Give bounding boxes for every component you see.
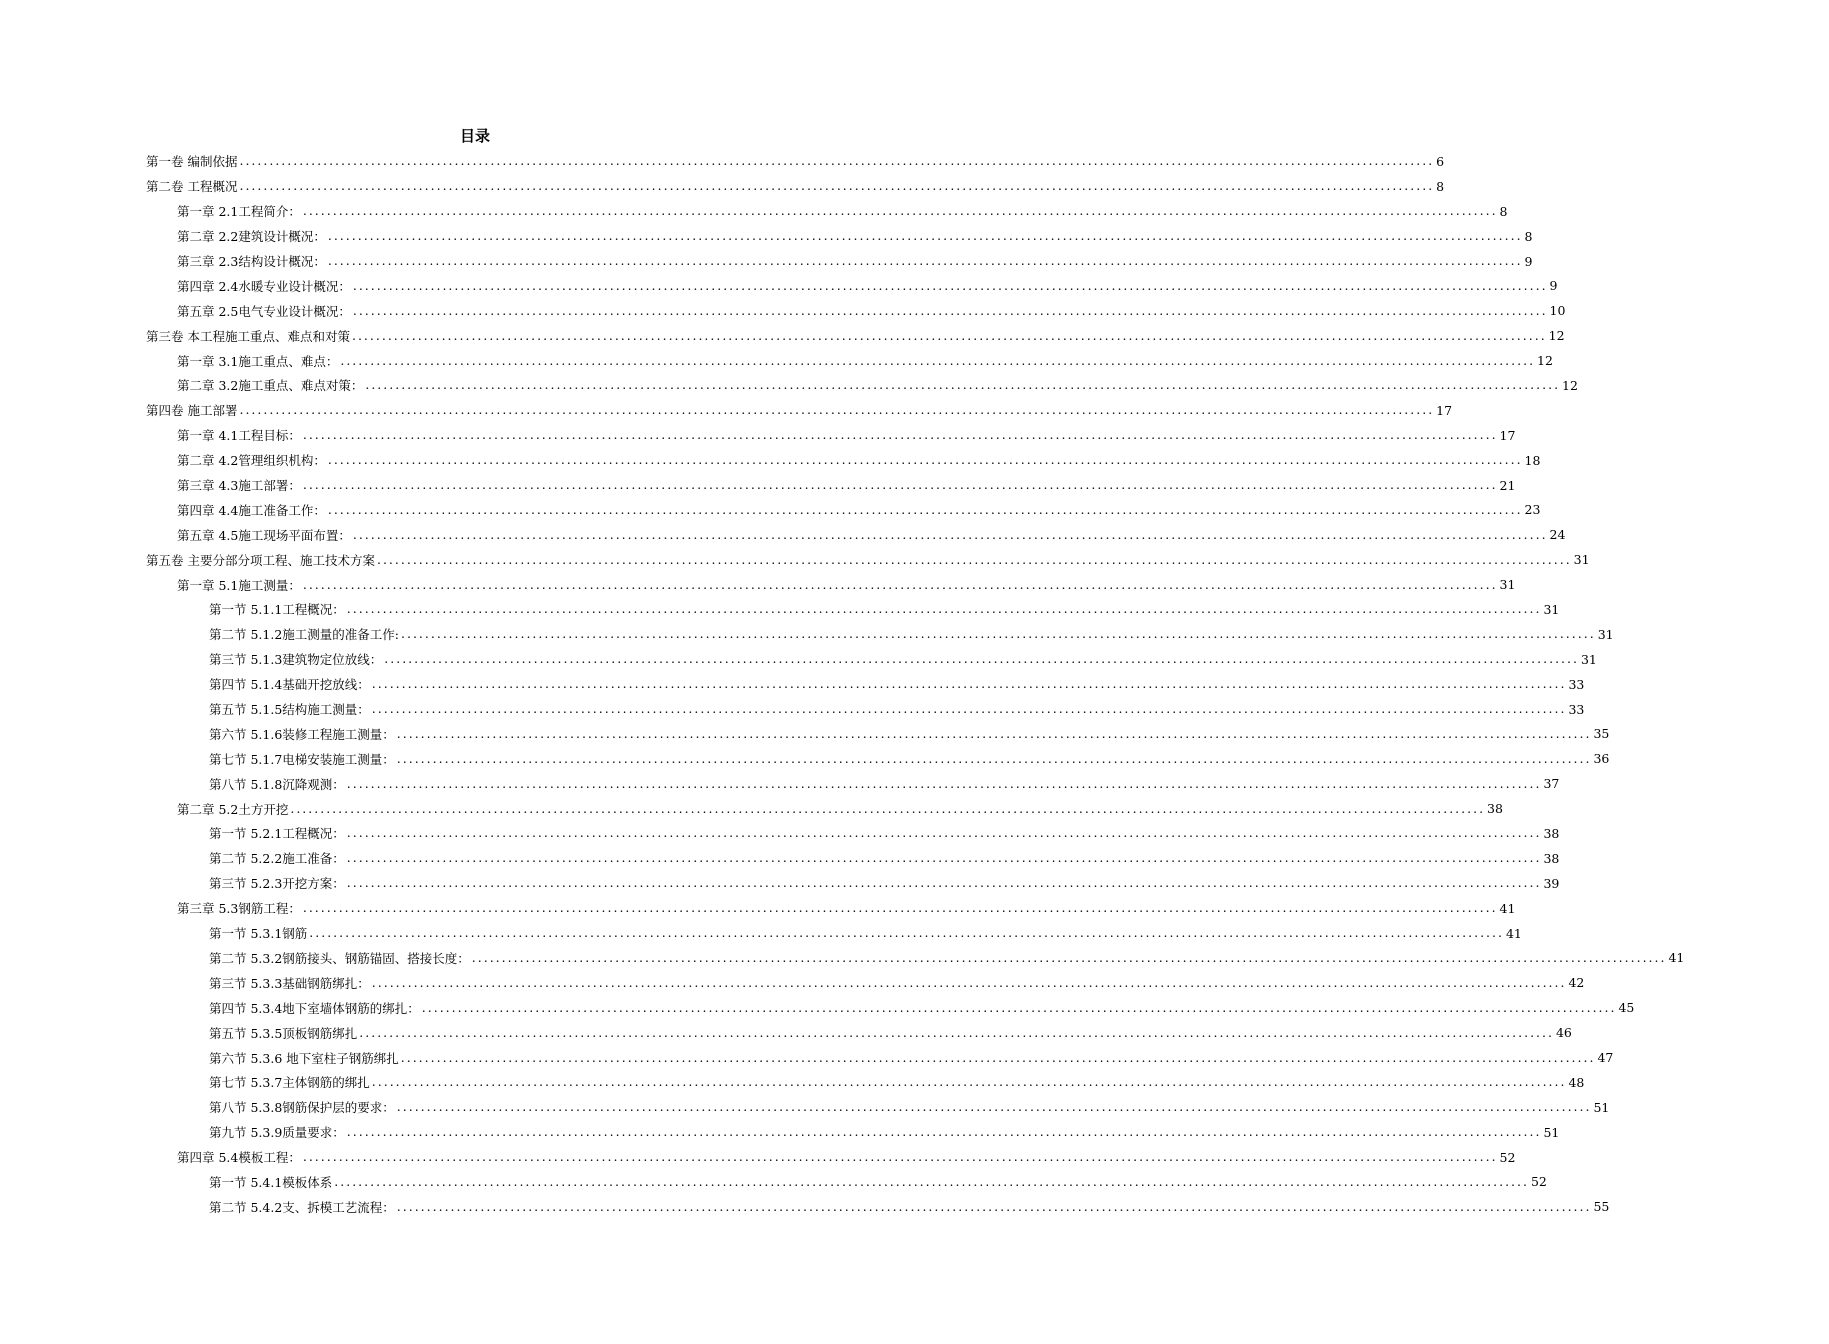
toc-dot-leader: ........................................................................................................................................................................................................ [396, 750, 1592, 766]
toc-entry-label: 第三章 5.3钢筋工程： [177, 901, 301, 917]
toc-entry[interactable] [0, 323, 1565, 348]
toc-entry[interactable] [0, 572, 1516, 597]
toc-list [0, 149, 1685, 1219]
toc-entry-label: 第一章 4.1工程目标： [177, 428, 301, 444]
toc-entry-page-number: 47 [1597, 1050, 1614, 1065]
toc-entry-label: 第二节 5.1.2施工测量的准备工作: [209, 627, 399, 643]
toc-entry[interactable] [0, 497, 1541, 522]
toc-entry-label: 第一节 5.2.1工程概况： [209, 826, 345, 842]
toc-entry-label: 第二节 5.4.2支、拆模工艺流程： [209, 1199, 395, 1215]
toc-entry-label: 第一卷 编制依据 [146, 154, 238, 170]
toc-entry-page-number: 39 [1543, 875, 1560, 891]
toc-dot-leader: ........................................................................................................................................................................................................ [401, 626, 1596, 642]
toc-entry-page-number: 31 [1597, 626, 1614, 642]
toc-entry-page-number: 41 [1505, 925, 1522, 941]
toc-entry-page-number: 37 [1543, 776, 1560, 792]
toc-entry-page-number: 42 [1568, 975, 1585, 991]
toc-entry[interactable] [0, 1020, 1572, 1045]
toc-entry-page-number: 12 [1562, 377, 1578, 393]
toc-entry-page-number: 46 [1555, 1025, 1572, 1041]
toc-entry-page-number: 38 [1543, 825, 1560, 841]
toc-entry-label: 第八节 5.1.8沉降观测： [209, 776, 345, 792]
toc-entry[interactable] [0, 896, 1516, 921]
toc-entry[interactable] [0, 647, 1597, 672]
toc-dot-leader: ........................................................................................................................................................................................................ [384, 651, 1579, 667]
toc-entry-label: 第三章 4.3施工部署： [177, 478, 301, 494]
toc-dot-leader: ........................................................................................................................................................................................................ [371, 1074, 1567, 1090]
toc-entry[interactable] [0, 1120, 1560, 1145]
toc-entry-label: 第二节 5.3.2钢筋接头、钢筋锚固、搭接长度： [209, 950, 470, 966]
toc-entry-page-number: 9 [1549, 278, 1558, 294]
toc-entry-label: 第六节 5.1.6装修工程施工测量： [209, 726, 395, 742]
toc-entry-page-number: 31 [1543, 601, 1560, 617]
toc-entry-page-number: 38 [1543, 850, 1560, 866]
toc-entry-page-number: 52 [1499, 1149, 1516, 1165]
toc-entry-page-number: 52 [1530, 1174, 1547, 1190]
toc-entry[interactable] [0, 398, 1453, 423]
toc-entry-label: 第五节 5.3.5顶板钢筋绑扎 [209, 1025, 358, 1041]
toc-entry-label: 第二卷 工程概况 [146, 179, 238, 195]
toc-entry-label: 第二章 2.2建筑设计概况： [177, 229, 326, 245]
toc-entry-page-number: 8 [1499, 203, 1508, 219]
toc-entry-page-number: 45 [1618, 1000, 1635, 1016]
toc-entry[interactable] [0, 1194, 1610, 1219]
toc-entry[interactable] [0, 1045, 1614, 1070]
toc-entry[interactable] [0, 721, 1610, 746]
toc-entry-page-number: 38 [1487, 801, 1503, 817]
toc-entry[interactable] [0, 796, 1503, 821]
toc-entry-page-number: 10 [1549, 303, 1566, 319]
toc-dot-leader: ........................................................................................................................................................................................................ [327, 452, 1523, 468]
toc-entry[interactable] [0, 697, 1585, 722]
toc-entry-label: 第九节 5.3.9质量要求： [209, 1125, 345, 1141]
toc-dot-leader: ........................................................................................................................................................................................................ [371, 701, 1567, 717]
toc-entry[interactable] [0, 249, 1533, 274]
toc-entry[interactable] [0, 846, 1560, 871]
toc-entry-page-number: 17 [1436, 402, 1453, 418]
toc-entry-page-number: 31 [1499, 577, 1516, 593]
toc-title: 目录 [459, 127, 490, 145]
toc-entry[interactable] [0, 1070, 1585, 1095]
toc-dot-leader: ........................................................................................................................................................................................................ [346, 850, 1542, 866]
toc-dot-leader: ........................................................................................................................................................................................................ [371, 974, 1567, 990]
toc-entry[interactable] [0, 672, 1585, 697]
toc-entry[interactable] [0, 522, 1566, 547]
toc-dot-leader: ........................................................................................................................................................................................................ [351, 327, 1547, 343]
toc-entry-label: 第三节 5.1.3建筑物定位放线： [209, 652, 383, 668]
toc-entry[interactable] [0, 946, 1685, 971]
toc-entry-label: 第一节 5.4.1模板体系 [209, 1174, 333, 1190]
toc-dot-leader: ........................................................................................................................................................................................................ [376, 551, 1572, 567]
toc-entry-page-number: 9 [1524, 253, 1533, 269]
toc-entry-page-number: 23 [1524, 502, 1541, 518]
toc-dot-leader: ........................................................................................................................................................................................................ [365, 377, 1561, 393]
toc-entry-page-number: 18 [1524, 452, 1541, 468]
toc-entry-label: 第一章 3.1施工重点、难点： [177, 353, 339, 369]
toc-dot-leader: ........................................................................................................................................................................................................ [334, 1173, 1529, 1189]
toc-dot-leader: ........................................................................................................................................................................................................ [327, 228, 1523, 244]
toc-entry-page-number: 35 [1593, 726, 1610, 742]
toc-dot-leader: ........................................................................................................................................................................................................ [346, 875, 1542, 891]
toc-entry-label: 第三节 5.2.3开挖方案： [209, 876, 345, 892]
toc-entry-label: 第四章 2.4水暖专业设计概况： [177, 278, 351, 294]
toc-dot-leader: ........................................................................................................................................................................................................ [302, 477, 1498, 493]
toc-dot-leader: ........................................................................................................................................................................................................ [346, 775, 1542, 791]
toc-entry-page-number: 12 [1548, 328, 1565, 344]
toc-entry-label: 第二节 5.2.2施工准备： [209, 851, 345, 867]
toc-entry[interactable] [0, 199, 1508, 224]
toc-entry[interactable] [0, 1170, 1547, 1195]
toc-dot-leader: ........................................................................................................................................................................................................ [471, 949, 1667, 965]
toc-entry-page-number: 33 [1568, 676, 1585, 692]
toc-dot-leader: ........................................................................................................................................................................................................ [340, 352, 1536, 368]
toc-dot-leader: ........................................................................................................................................................................................................ [290, 800, 1486, 816]
toc-entry-label: 第五章 2.5电气专业设计概况： [177, 303, 351, 319]
toc-entry-page-number: 31 [1580, 651, 1597, 667]
toc-entry[interactable] [0, 970, 1585, 995]
toc-dot-leader: ........................................................................................................................................................................................................ [371, 676, 1567, 692]
toc-entry[interactable] [0, 622, 1614, 647]
toc-entry[interactable] [0, 224, 1533, 249]
toc-dot-leader: ........................................................................................................................................................................................................ [327, 501, 1523, 517]
toc-entry-page-number: 17 [1499, 427, 1516, 443]
toc-dot-leader: ........................................................................................................................................................................................................ [327, 253, 1523, 268]
toc-entry-label: 第一节 5.3.1钢筋 [209, 926, 308, 942]
toc-dot-leader: ........................................................................................................................................................................................................ [396, 1099, 1592, 1115]
toc-entry[interactable] [0, 423, 1516, 448]
toc-entry-label: 第一章 2.1工程简介： [177, 204, 301, 220]
toc-entry[interactable] [0, 1145, 1516, 1170]
toc-entry-label: 第三卷 本工程施工重点、难点和对策 [146, 328, 350, 344]
toc-entry-page-number: 51 [1543, 1124, 1560, 1140]
toc-entry[interactable] [0, 348, 1553, 373]
toc-dot-leader: ........................................................................................................................................................................................................ [309, 925, 1504, 941]
toc-entry-page-number: 6 [1436, 153, 1445, 169]
toc-entry[interactable] [0, 298, 1566, 323]
toc-entry[interactable] [0, 273, 1558, 298]
toc-dot-leader: ........................................................................................................................................................................................................ [239, 178, 1435, 194]
toc-entry-label: 第六节 5.3.6 地下室柱子钢筋绑扎 [209, 1050, 399, 1066]
toc-entry-label: 第七节 5.1.7电梯安装施工测量： [209, 751, 395, 767]
toc-entry-label: 第八节 5.3.8钢筋保护层的要求： [209, 1100, 395, 1116]
toc-dot-leader: ........................................................................................................................................................................................................ [400, 1049, 1596, 1065]
toc-entry-label: 第三节 5.3.3基础钢筋绑扎： [209, 975, 370, 991]
toc-dot-leader: ........................................................................................................................................................................................................ [302, 203, 1498, 219]
toc-entry-label: 第四节 5.3.4地下室墙体钢筋的绑扎： [209, 1000, 420, 1016]
toc-dot-leader: ........................................................................................................................................................................................................ [346, 601, 1542, 617]
toc-entry[interactable] [0, 771, 1560, 796]
toc-entry[interactable] [0, 597, 1560, 622]
toc-dot-leader: ........................................................................................................................................................................................................ [421, 999, 1617, 1015]
toc-entry-page-number: 12 [1537, 353, 1553, 369]
toc-entry-label: 第一章 5.1施工测量： [177, 577, 301, 593]
toc-entry-label: 第四节 5.1.4基础开挖放线： [209, 677, 370, 693]
toc-entry-label: 第二章 5.2土方开挖 [177, 801, 289, 817]
toc-entry[interactable] [0, 921, 1522, 946]
toc-entry-page-number: 8 [1524, 228, 1533, 244]
toc-dot-leader: ........................................................................................................................................................................................................ [239, 402, 1435, 418]
toc-entry-page-number: 21 [1499, 477, 1516, 493]
toc-entry-page-number: 41 [1499, 900, 1516, 916]
toc-entry-label: 第二章 4.2管理组织机构： [177, 453, 326, 469]
toc-entry-page-number: 33 [1568, 701, 1585, 717]
toc-dot-leader: ........................................................................................................................................................................................................ [302, 576, 1498, 592]
toc-entry-label: 第五卷 主要分部分项工程、施工技术方案 [146, 552, 375, 568]
toc-entry[interactable] [0, 448, 1541, 473]
toc-entry-label: 第三章 2.3结构设计概况： [177, 254, 326, 269]
toc-entry-label: 第四卷 施工部署 [146, 403, 238, 419]
toc-entry-page-number: 8 [1436, 178, 1445, 194]
toc-entry-page-number: 51 [1593, 1099, 1610, 1115]
toc-entry-label: 第七节 5.3.7主体钢筋的绑扎 [209, 1075, 370, 1091]
toc-dot-leader: ........................................................................................................................................................................................................ [396, 725, 1592, 741]
toc-entry-label: 第四章 4.4施工准备工作： [177, 502, 326, 518]
toc-entry-page-number: 41 [1668, 950, 1685, 966]
toc-dot-leader: ........................................................................................................................................................................................................ [352, 526, 1548, 542]
toc-entry[interactable] [0, 871, 1560, 896]
toc-entry[interactable] [0, 174, 1445, 199]
toc-entry[interactable] [0, 473, 1516, 498]
toc-dot-leader: ........................................................................................................................................................................................................ [359, 1024, 1554, 1040]
toc-dot-leader: ........................................................................................................................................................................................................ [302, 427, 1498, 443]
toc-entry-label: 第一节 5.1.1工程概况： [209, 602, 345, 618]
toc-entry-page-number: 36 [1593, 751, 1610, 767]
toc-entry[interactable] [0, 995, 1635, 1020]
toc-entry[interactable] [0, 1095, 1610, 1120]
toc-entry-label: 第二章 3.2施工重点、难点对策： [177, 378, 364, 394]
toc-entry[interactable] [0, 547, 1590, 572]
toc-dot-leader: ........................................................................................................................................................................................................ [302, 900, 1498, 916]
toc-dot-leader: ........................................................................................................................................................................................................ [346, 825, 1542, 841]
toc-dot-leader: ........................................................................................................................................................................................................ [396, 1198, 1592, 1214]
toc-entry[interactable] [0, 149, 1445, 174]
toc-dot-leader: ........................................................................................................................................................................................................ [302, 1149, 1498, 1165]
toc-entry-label: 第五节 5.1.5结构施工测量： [209, 702, 370, 718]
toc-dot-leader: ........................................................................................................................................................................................................ [346, 1124, 1542, 1140]
toc-dot-leader: ........................................................................................................................................................................................................ [352, 302, 1548, 318]
toc-entry-label: 第五章 4.5施工现场平面布置： [177, 527, 351, 543]
toc-entry[interactable] [0, 821, 1560, 846]
toc-entry[interactable] [0, 373, 1578, 398]
toc-entry-page-number: 55 [1593, 1199, 1610, 1215]
toc-entry-page-number: 31 [1573, 552, 1590, 568]
toc-entry-page-number: 48 [1568, 1074, 1585, 1090]
toc-entry[interactable] [0, 746, 1610, 771]
toc-entry-page-number: 24 [1549, 527, 1566, 543]
toc-entry-label: 第四章 5.4模板工程： [177, 1150, 301, 1166]
toc-dot-leader: ........................................................................................................................................................................................................ [352, 277, 1548, 293]
toc-dot-leader: ........................................................................................................................................................................................................ [239, 153, 1435, 169]
